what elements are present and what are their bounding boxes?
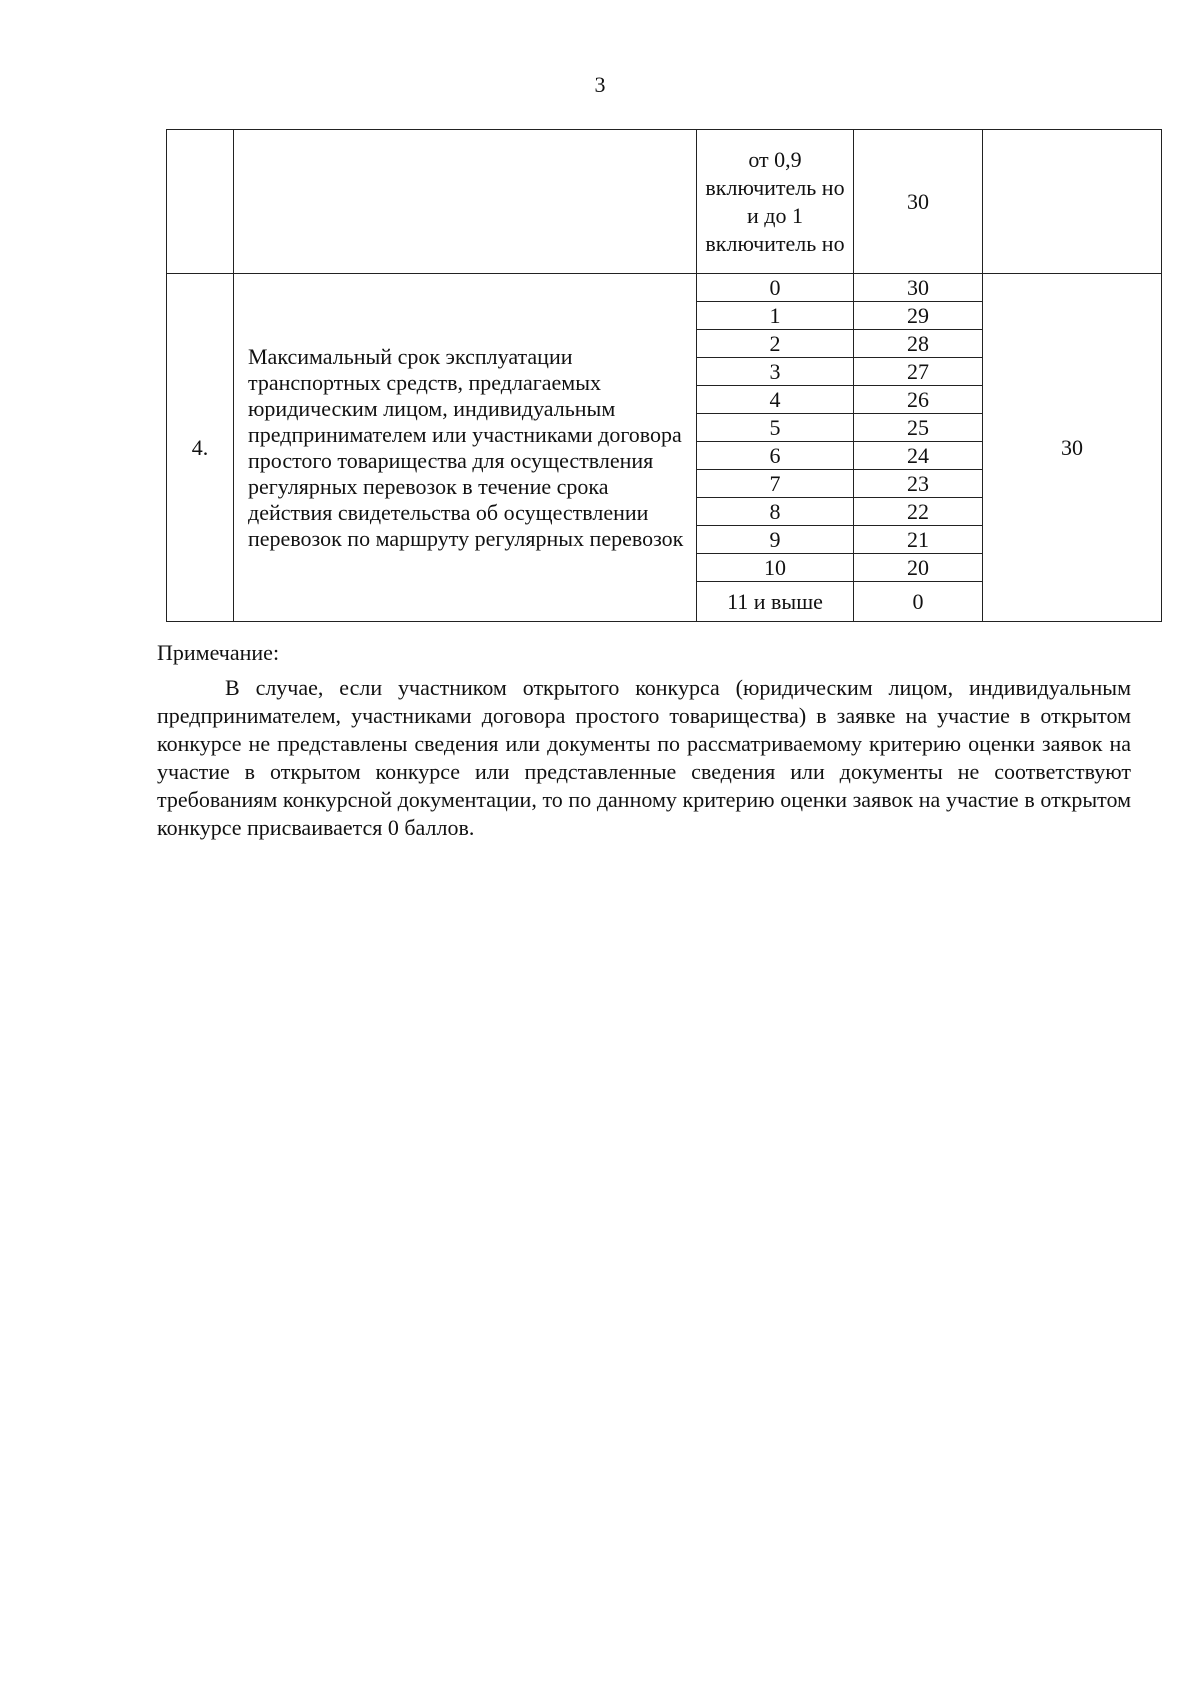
criteria-table — [166, 129, 1162, 622]
cell-score: 29 — [854, 302, 983, 330]
table-row — [167, 274, 1162, 302]
cell-score: 27 — [854, 358, 983, 386]
cell-score: 20 — [854, 554, 983, 582]
cell-score: 28 — [854, 330, 983, 358]
cell-max-empty — [983, 130, 1162, 274]
cell-number-empty — [167, 130, 234, 274]
cell-value: 1 — [697, 302, 854, 330]
note-text: В случае, если участником открытого конкурса (юридическим лицом, индивидуальным предпринимателем, участниками договора простого товарищества) в заявке на участие в открытом конкурсе не представлены сведения или документы по рассматриваемому критерию оценки заявок на участие в открытом конкурсе или представленные сведения или документы не соответствуют требованиям конкурсной документации, то по данному критерию оценки заявок на участие в открытом конкурсе присваивается 0 баллов. — [157, 675, 1131, 840]
cell-value: 0 — [697, 274, 854, 302]
cell-value: 3 — [697, 358, 854, 386]
note-title: Примечание: — [157, 640, 280, 665]
cell-value: 10 — [697, 554, 854, 582]
cell-value: 4 — [697, 386, 854, 414]
cell-value: 7 — [697, 470, 854, 498]
cell-condition: от 0,9 включитель но и до 1 включитель но — [697, 130, 854, 274]
table-row-continued — [167, 130, 1162, 274]
cell-score: 25 — [854, 414, 983, 442]
cell-value: 2 — [697, 330, 854, 358]
criterion-number: 4. — [167, 274, 234, 622]
criterion-max-score: 30 — [983, 274, 1162, 622]
page-number: 3 — [594, 72, 606, 97]
cell-value: 8 — [697, 498, 854, 526]
cell-value: 5 — [697, 414, 854, 442]
cell-value: 9 — [697, 526, 854, 554]
cell-score: 23 — [854, 470, 983, 498]
cell-value: 11 и выше — [697, 582, 854, 622]
cell-score: 22 — [854, 498, 983, 526]
cell-score: 30 — [854, 274, 983, 302]
cell-value: 6 — [697, 442, 854, 470]
cell-score: 21 — [854, 526, 983, 554]
cell-score: 30 — [854, 130, 983, 274]
criterion-name: Максимальный срок эксплуатации транспортных средств, предлагаемых юридическим лицом, индивидуальным предпринимателем или участниками договора простого товарищества для осуществления регулярных перевозок в течение срока действия свидетельства об осуществлении перевозок по маршруту регулярных перевозок — [234, 274, 697, 622]
cell-score: 26 — [854, 386, 983, 414]
cell-name-empty — [234, 130, 697, 274]
cell-score: 0 — [854, 582, 983, 622]
cell-score: 24 — [854, 442, 983, 470]
